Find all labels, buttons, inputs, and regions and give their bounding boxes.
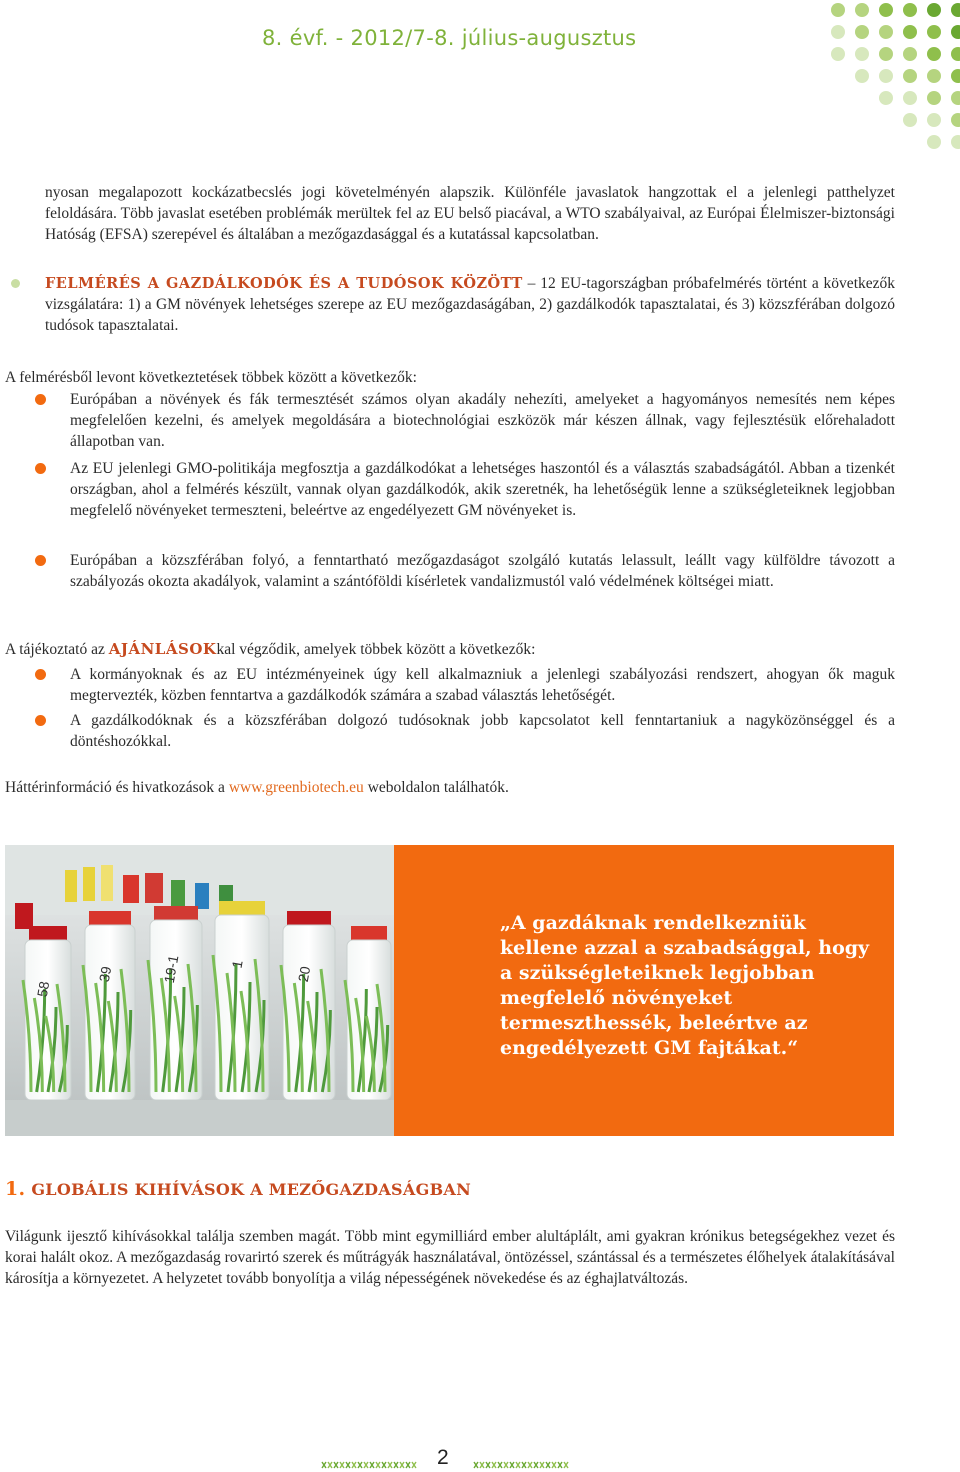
- decorative-dot: [879, 25, 893, 39]
- background-after: weboldalon találhatók.: [363, 779, 509, 796]
- decorative-dot: [903, 91, 917, 105]
- decorative-dot: [903, 69, 917, 83]
- decorative-dot: [927, 25, 941, 39]
- tube-label: 1: [228, 958, 246, 970]
- footer-ornament-right: [472, 1461, 572, 1469]
- test-tube: [281, 911, 335, 1100]
- decorative-dot: [927, 91, 941, 105]
- conclusion-item: [5, 458, 895, 521]
- decorative-dot: [951, 69, 960, 83]
- pull-quote: „A gazdáknak rendelkezniük kellene azzal a szabadsággal, hogy a szükségleteiknek legjobban megfelelő növényeket termeszthessék, beleértve az engedélyezett GM fajtákat.“: [500, 912, 870, 1059]
- decorative-dot-pattern: [826, 0, 960, 160]
- recommendation-text: A gazdálkodóknak és a közszférában dolgozó tudósoknak jobb kapcsolatot kell fenntartaniuk a nagyközönséggel és a döntéshozókkal.: [70, 712, 895, 750]
- decorative-dot: [951, 25, 960, 39]
- decorative-dot: [831, 25, 845, 39]
- conclusion-text: Európában a növények és fák termesztését számos olyan akadály nehezíti, amelyeket a hagyományos nemesítés nem képes megfelelően kezelni, és amelyek megoldására a biotechnológiai eszközök már készen állnak, vagy fejlesztésük előrehaladott állapotban van.: [70, 391, 895, 450]
- bullet-icon: [35, 669, 46, 680]
- conclusion-text: Európában a közszférában folyó, a fenntartható mezőgazdaságot szolgáló kutatás lelassult, leállt vagy külföldre távozott a szabályozás okozta akadályok, valamint a szántóföldi kísérletek vandalizmustól való védelmének költségei miatt.: [70, 552, 895, 590]
- decorative-dot: [855, 3, 869, 17]
- decorative-dot: [927, 69, 941, 83]
- bullet-icon: [35, 394, 46, 405]
- tube-label: 20: [294, 965, 314, 984]
- lab-photo-illustration: [5, 845, 394, 1136]
- decorative-dot: [951, 47, 960, 61]
- conclusions-lead: A felmérésből levont következtetések többek között a következők:: [5, 369, 417, 386]
- decorative-dot: [927, 135, 941, 149]
- recommendation-item: [5, 710, 895, 752]
- recommendation-text: A kormányoknak és az EU intézményeinek úgy kell alkalmazniuk a jelenlegi szabályozási rendszert, ahogyan ők maguk megtervezték, közben fenntartva a gazdálkodók számára a szabad választás lehetőségét.: [70, 666, 895, 704]
- decorative-dot: [927, 47, 941, 61]
- test-tube: [23, 926, 71, 1100]
- bullet-icon: [35, 463, 46, 474]
- test-tube: [83, 911, 135, 1100]
- test-tube: [345, 926, 391, 1100]
- survey-text: – 12 EU-tagországban próbafelmérés történt a következők vizsgálatára: 1) a GM növények lehetséges szerepe az EU mezőgazdaságában, 2) gazdálkodók tapasztalatai, és 3) közszférában dolgozó tudósok tapasztalatai.: [45, 275, 896, 334]
- background-paragraph: [5, 777, 895, 798]
- page-number: 2: [437, 1446, 449, 1469]
- greenbiotech-link[interactable]: www.greenbiotech.eu: [228, 779, 364, 796]
- section-number: 1.: [5, 1178, 26, 1200]
- decorative-dot: [951, 113, 960, 127]
- issue-title: 8. évf. - 2012/7-8. július-augusztus: [262, 26, 637, 50]
- survey-item: [5, 273, 895, 336]
- intro-paragraph: nyosan megalapozott kockázatbecslés jogi követelményén alapszik. Különféle javaslatok hangzottak el a jelenlegi patthelyzet feloldására. Több javaslat esetében problémák merültek fel az EU belső piacával, a WTO szabályaival, az Európai Élelmiszer-biztonsági Hatóság (EFSA) szerepével és általában a mezőgazdasággal és a kutatással kapcsolatban.: [45, 184, 895, 243]
- conclusion-item: [5, 389, 895, 452]
- conclusion-text: Az EU jelenlegi GMO-politikája megfosztja a gazdálkodókat a lehetséges haszontól és a választás szabadságától. Abban a tizenkét országban, ahol a felmérés készült, vannak olyan gazdálkodók, akik szeretnék, ha lehetőségük lenne a szükségleteiknek legjobban megfelelő növényeket termeszteni, beleértve az engedélyezett GM növényeket is.: [70, 460, 895, 519]
- decorative-dot: [903, 113, 917, 127]
- decorative-dot: [951, 91, 960, 105]
- decorative-dot: [951, 3, 960, 17]
- decorative-dot: [903, 25, 917, 39]
- decorative-dot: [927, 3, 941, 17]
- recommendations-lead-after: kal végződik, amelyek többek között a következők:: [216, 641, 536, 658]
- decorative-dot: [879, 91, 893, 105]
- bullet-icon: [35, 715, 46, 726]
- conclusion-item: [5, 550, 895, 592]
- tube-label: 19-1: [160, 953, 182, 985]
- tube-label: 58: [33, 980, 53, 999]
- section-title: GLOBÁLIS KIHÍVÁSOK A MEZŐGAZDASÁGBAN: [31, 1180, 472, 1199]
- footer-ornament-left: [320, 1461, 420, 1469]
- decorative-dot: [879, 3, 893, 17]
- lab-photo: [5, 845, 394, 1136]
- test-tube: [148, 906, 202, 1100]
- recommendations-lead: [5, 639, 895, 660]
- decorative-dot: [855, 69, 869, 83]
- decorative-dot: [831, 3, 845, 17]
- recommendation-item: [5, 664, 895, 706]
- recommendations-lead-before: A tájékoztató az: [5, 641, 109, 658]
- section-heading: [5, 1178, 471, 1200]
- decorative-dot: [951, 135, 960, 149]
- test-tube: [213, 901, 269, 1100]
- quote-box: [394, 845, 894, 1136]
- decorative-dot: [855, 47, 869, 61]
- survey-paragraph: [45, 273, 895, 336]
- decorative-dot: [903, 3, 917, 17]
- decorative-dot: [855, 25, 869, 39]
- bullet-icon: [11, 279, 20, 288]
- survey-heading: FELMÉRÉS A GAZDÁLKODÓK ÉS A TUDÓSOK KÖZÖTT: [45, 275, 523, 292]
- background-before: Háttérinformáció és hivatkozások a: [5, 779, 229, 796]
- tube-label: 39: [95, 965, 115, 984]
- section-paragraph: Világunk ijesztő kihívásokkal találja szemben magát. Több mint egymilliárd ember alultáplált, ami gyakran krónikus betegségekhez vezet és korai halált okoz. A mezőgazdaság rovarirtó szerek és műtrágyák használatával, öntözéssel, szántással és a természetes élőhelyek átalakításával károsítja a környezetet. A helyzetet tovább bonyolítja a világ népességének növekedése és az éghajlatváltozás.: [5, 1228, 895, 1287]
- decorative-dot: [903, 47, 917, 61]
- decorative-dot: [831, 47, 845, 61]
- decorative-dot: [927, 113, 941, 127]
- decorative-dot: [879, 69, 893, 83]
- decorative-dot: [879, 47, 893, 61]
- bullet-icon: [35, 555, 46, 566]
- recommendations-keyword: AJÁNLÁSOK: [108, 640, 217, 658]
